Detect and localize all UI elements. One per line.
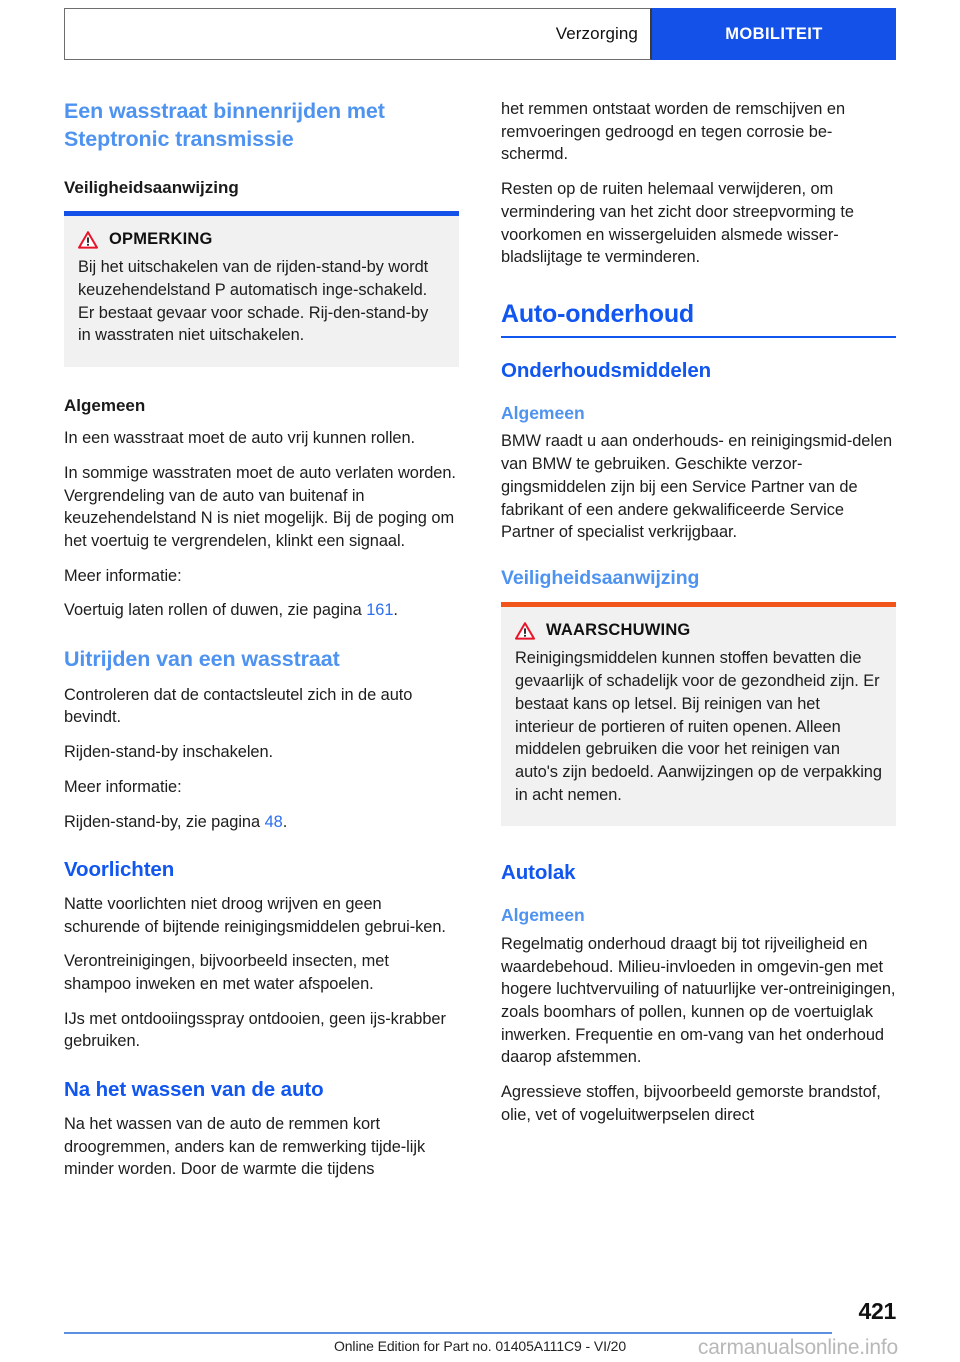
heading-rule: [501, 336, 896, 338]
notice-text: Bij het uitschakelen van de rijden-stand-by wordt keuzehendelstand P automatisch inge-schakeld. Er bestaat gevaar voor schade. Rij-den-stand-by in wasstraten niet uitschakelen.: [78, 258, 429, 345]
warning-label: WAARSCHUWING: [546, 621, 691, 640]
heading-algemeen-autolak: Algemeen: [501, 905, 585, 926]
warning-triangle-icon: [78, 231, 98, 249]
heading-voorlichten: Voorlichten: [64, 858, 175, 882]
heading-algemeen-onderhoud: Algemeen: [501, 402, 585, 423]
heading-safety-note: Veiligheidsaanwijzing: [64, 178, 239, 198]
paragraph-general-4: [64, 599, 459, 622]
paragraph-headlights-1: Natte voorlichten niet droog wrijven en geen schurende of bijtende reinigingsmiddelen gebrui-ken.: [64, 894, 446, 936]
page-header: [64, 8, 896, 60]
paragraph-exit-4-text: Rijden-stand-by, zie pagina: [64, 812, 265, 831]
warning-triangle-icon: [515, 622, 535, 640]
page-footer: [64, 1292, 896, 1362]
paragraph-exit-1: Controleren dat de contactsleutel zich in de auto bevindt.: [64, 685, 413, 727]
paragraph-general-3: Meer informatie:: [64, 566, 182, 585]
heading-autolak: Autolak: [501, 861, 576, 885]
watermark: carmanualsonline.info: [697, 1336, 898, 1359]
paragraph-general-1: In een wasstraat moet de auto vrij kunnen rollen.: [64, 429, 416, 448]
heading-veiligheidsaanwijzing-right: Veiligheidsaanwijzing: [501, 567, 700, 589]
paragraph-exit-3: Meer informatie:: [64, 777, 182, 796]
heading-onderhoudsmiddelen: Onderhoudsmiddelen: [501, 359, 712, 383]
heading-auto-onderhoud: Auto-onderhoud: [501, 300, 694, 329]
notice-header: [78, 230, 445, 249]
section-title-carwash: Een wasstraat binnenrijden met Steptronic transmissie: [64, 99, 385, 151]
paragraph-general-4-text: Voertuig laten rollen of duwen, zie pagina: [64, 601, 367, 620]
notice-box-waarschuwing: [501, 602, 896, 826]
page-number: 421: [858, 1298, 896, 1324]
notice-label: OPMERKING: [109, 230, 213, 249]
warning-header: [515, 621, 882, 640]
breadcrumb-label: Verzorging: [555, 24, 638, 43]
right-column: [501, 98, 896, 1181]
paragraph-general-2: In sommige wasstraten moet de auto verlaten worden. Vergrendeling van de auto van buitenaf in keuzehendelstand N is niet mogelijk. Bij de poging om het voertuig te vergrendelen, klinkt een signaal.: [64, 463, 456, 550]
paragraph-headlights-2: Verontreinigingen, bijvoorbeeld insecten, met shampoo inweken en met water afspoelen.: [64, 952, 389, 994]
heading-na-het-wassen: Na het wassen van de auto: [64, 1078, 324, 1102]
paragraph-exit-2: Rijden-stand-by inschakelen.: [64, 743, 274, 762]
breadcrumb: [64, 8, 652, 60]
page-reference-161[interactable]: 161: [366, 601, 394, 620]
paragraph-headlights-3: IJs met ontdooiingsspray ontdooien, geen ijs-krabber gebruiken.: [64, 1009, 446, 1051]
paragraph-care-general-1: BMW raadt u aan onderhouds- en reinigingsmid-delen van BMW te gebruiken. Geschikte verzor-gingsmiddelen zijn bij een Service Partner van de fabrikant of een andere gekwalificeerde Service Partner of specialist verkrijgbaar.: [501, 432, 893, 542]
edition-info: Online Edition for Part no. 01405A111C9 - VI/20: [333, 1338, 627, 1354]
paragraph-general-4-period: .: [393, 601, 398, 620]
paragraph-exit-4-period: .: [282, 812, 288, 831]
footer-divider: [64, 1332, 832, 1334]
paragraph-continued-1: het remmen ontstaat worden de remschijven en remvoeringen gedroogd en tegen corrosie be-schermd.: [501, 100, 846, 164]
notice-box-opmerking: [64, 211, 459, 367]
paragraph-exit-4: [64, 811, 459, 834]
heading-uitrijden: Uitrijden van een wasstraat: [64, 647, 340, 672]
paragraph-afterwash-1: Na het wassen van de auto de remmen kort droogremmen, anders kan de remwerking tijde-lijk minder worden. Door de warmte die tijdens: [64, 1114, 426, 1179]
heading-algemeen-carwash: Algemeen: [64, 396, 146, 415]
chapter-tab: [652, 8, 896, 60]
paragraph-paint-2: Agressieve stoffen, bijvoorbeeld gemorste brandstof, olie, vet of vogeluitwerpselen direct: [501, 1083, 881, 1124]
left-column: [64, 98, 459, 1181]
page-reference-48[interactable]: 48: [264, 812, 283, 831]
paragraph-paint-1: Regelmatig onderhoud draagt bij tot rijveiligheid en waardebehoud. Milieu-invloeden in omgevin-gen met hogere luchtvervuiling of natuurlijke ver-ontreinigingen, zoals boomhars of pollen, kunnen op de voertuiglak inwerken. Frequentie en om-vang van het onderhoud daarop afstemmen.: [501, 934, 896, 1067]
chapter-tab-label: MOBILITEIT: [725, 24, 823, 43]
warning-text: Reinigingsmiddelen kunnen stoffen bevatten die gevaarlijk of schadelijk voor de gezondheid zijn. Er bestaat kans op letsel. Bij reinigen van het interieur de portieren of ruiten openen. Alleen middelen gebruiken die voor het reinigen van auto's zijn bedoeld. Aanwijzingen op de verpakking in acht nemen.: [515, 649, 882, 804]
paragraph-continued-2: Resten op de ruiten helemaal verwijderen, om vermindering van het zicht door streepvorming te voorkomen en wissergeluiden alsmede wisser-bladslijtage te verminderen.: [501, 180, 854, 267]
page-body: [64, 98, 896, 1181]
